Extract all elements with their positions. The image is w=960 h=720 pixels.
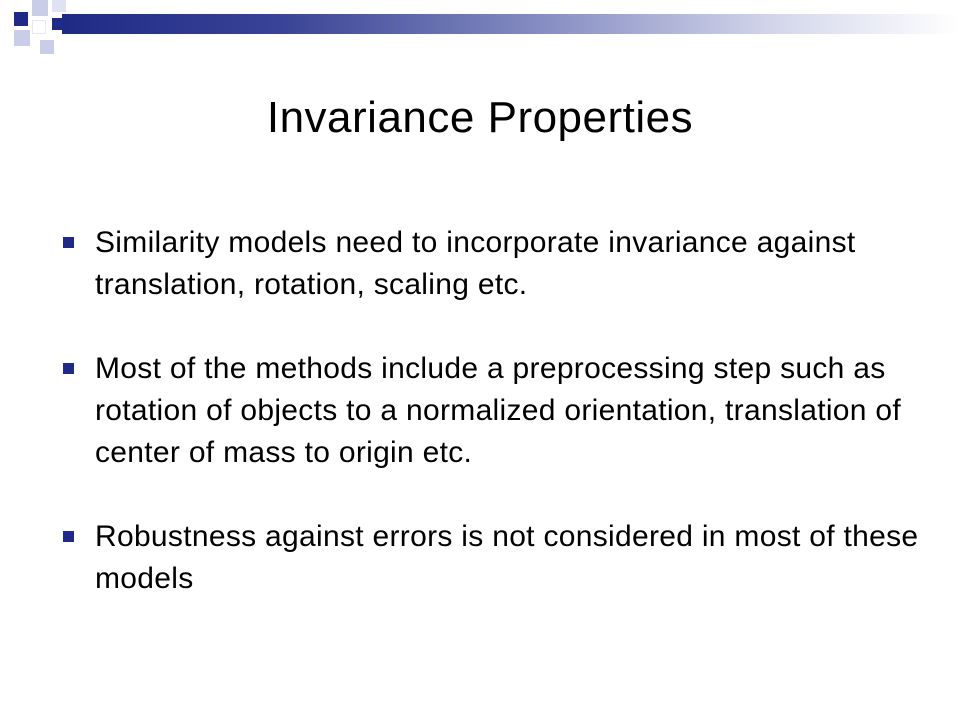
header-gradient-bar <box>62 14 960 34</box>
bullet-text: Most of the methods include a preprocessing step such as rotation of objects to a normalized orientation, translation of center of mass to origin etc. <box>95 352 902 469</box>
bullet-item <box>60 516 920 600</box>
bullet-list <box>60 222 920 642</box>
bullet-item <box>60 348 920 474</box>
square-bullet-icon <box>63 363 74 374</box>
header-decoration-square <box>40 40 54 54</box>
header-decoration-square <box>52 18 64 30</box>
header-decoration-square <box>14 12 28 26</box>
header-decoration-square <box>32 20 46 34</box>
square-bullet-icon <box>63 237 74 248</box>
header-decoration-square <box>52 0 66 12</box>
bullet-text: Robustness against errors is not considered in most of these models <box>95 520 919 595</box>
header-decoration-square <box>14 30 30 46</box>
square-bullet-icon <box>63 531 74 542</box>
header-decoration-square <box>32 0 48 16</box>
slide-title: Invariance Properties <box>266 93 694 142</box>
bullet-item <box>60 222 920 306</box>
bullet-text: Similarity models need to incorporate invariance against translation, rotation, scaling etc. <box>95 226 856 301</box>
